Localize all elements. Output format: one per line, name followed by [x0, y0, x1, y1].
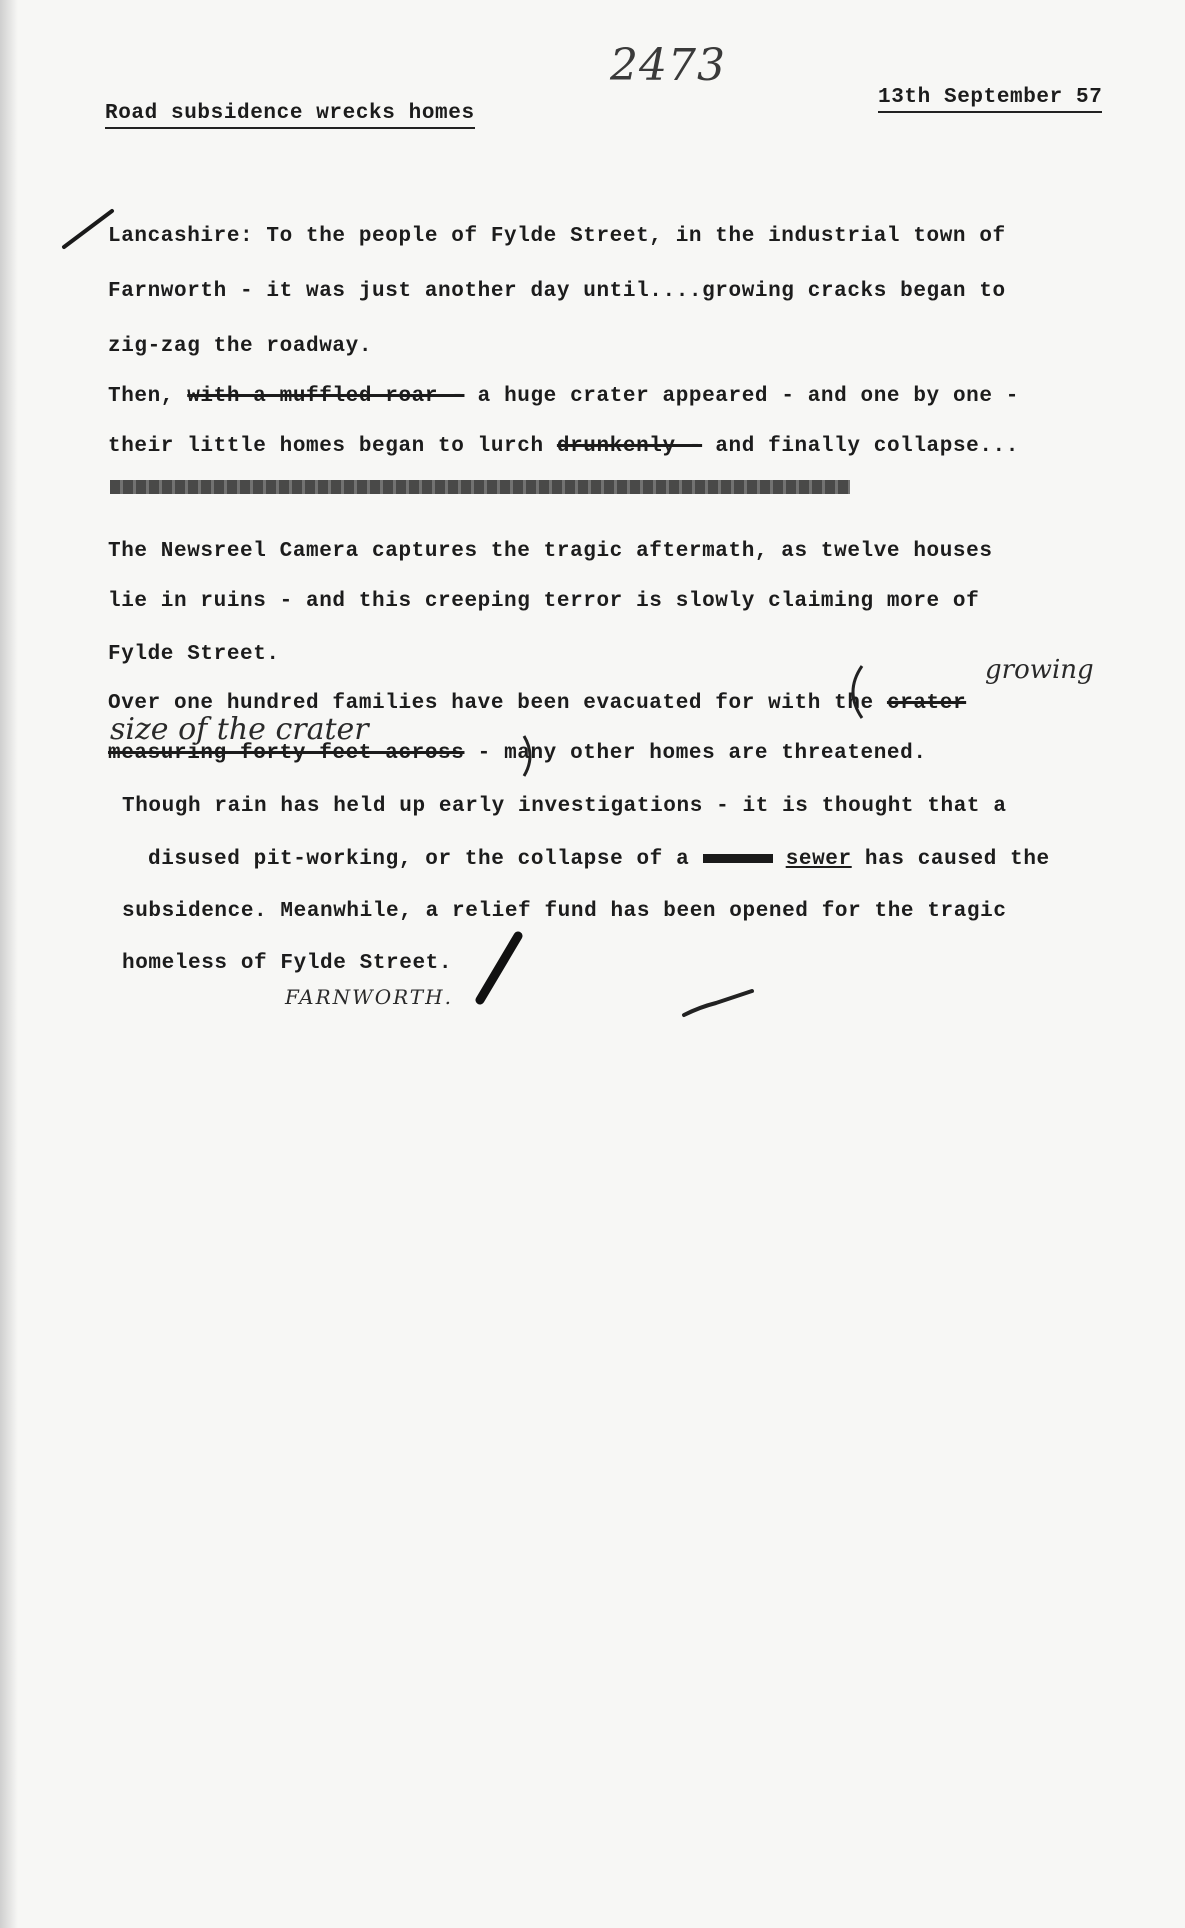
struck-text-drunkenly: drunkenly - [556, 435, 703, 458]
body-line-4 [108, 385, 1019, 408]
text-then: Then, [108, 385, 175, 408]
text-collapse: and finally collapse... [715, 435, 1019, 458]
body-line-8: Fylde Street. [108, 643, 280, 666]
body-line-1: Lancashire: To the people of Fylde Street, in the industrial town of [108, 225, 1006, 248]
body-line-10 [108, 742, 927, 765]
struck-text-crater: crater [886, 692, 967, 715]
text-pit-working: disused pit-working, or the collapse of a [148, 848, 690, 871]
body-line-3: zig-zag the roadway. [108, 335, 373, 358]
text-has-caused: has caused the [864, 848, 1050, 871]
headline: Road subsidence wrecks homes [105, 102, 475, 129]
text-with-the: with the [768, 692, 874, 715]
body-line-11: Though rain has held up early investigations - it is thought that a [122, 795, 1007, 818]
check-pen-mark [680, 985, 760, 1025]
text-huge-crater: a huge crater appeared - and one by one - [477, 385, 1019, 408]
page-edge-shadow [0, 0, 18, 1928]
date: 13th September 57 [878, 86, 1102, 113]
struck-text-muffled-roar: with a muffled roar - [187, 385, 465, 408]
text-sewer: sewer [785, 848, 852, 871]
body-line-6: The Newsreel Camera captures the tragic aftermath, as twelve houses [108, 540, 993, 563]
body-line-13: subsidence. Meanwhile, a relief fund has been opened for the tragic [122, 900, 1007, 923]
margin-pen-stroke [60, 205, 120, 255]
body-line-14: homeless of Fylde Street. [122, 952, 453, 975]
end-pen-mark [470, 930, 530, 1010]
body-line-7: lie in ruins - and this creeping terror is slowly claiming more of [108, 590, 980, 613]
document-number: 2473 [610, 40, 726, 91]
obliterated-word [703, 854, 773, 863]
struck-text-measuring: measuring forty feet across [108, 742, 465, 765]
handwritten-size-of-the-crater: size of the crater [110, 712, 369, 747]
text-lurch: their little homes began to lurch [108, 435, 544, 458]
text-threatened: - many other homes are threatened. [477, 742, 927, 765]
body-line-5 [108, 435, 1019, 458]
bracket-close-pen-mark [520, 730, 540, 780]
obliterated-line [110, 480, 850, 494]
body-line-12 [148, 848, 1050, 871]
bracket-pen-mark [838, 662, 868, 722]
handwritten-farnworth: FARNWORTH. [285, 985, 453, 1009]
body-line-2: Farnworth - it was just another day until....growing cracks began to [108, 280, 1006, 303]
text-evacuated: Over one hundred families have been evacuated for [108, 692, 755, 715]
handwritten-growing: growing [985, 655, 1094, 685]
